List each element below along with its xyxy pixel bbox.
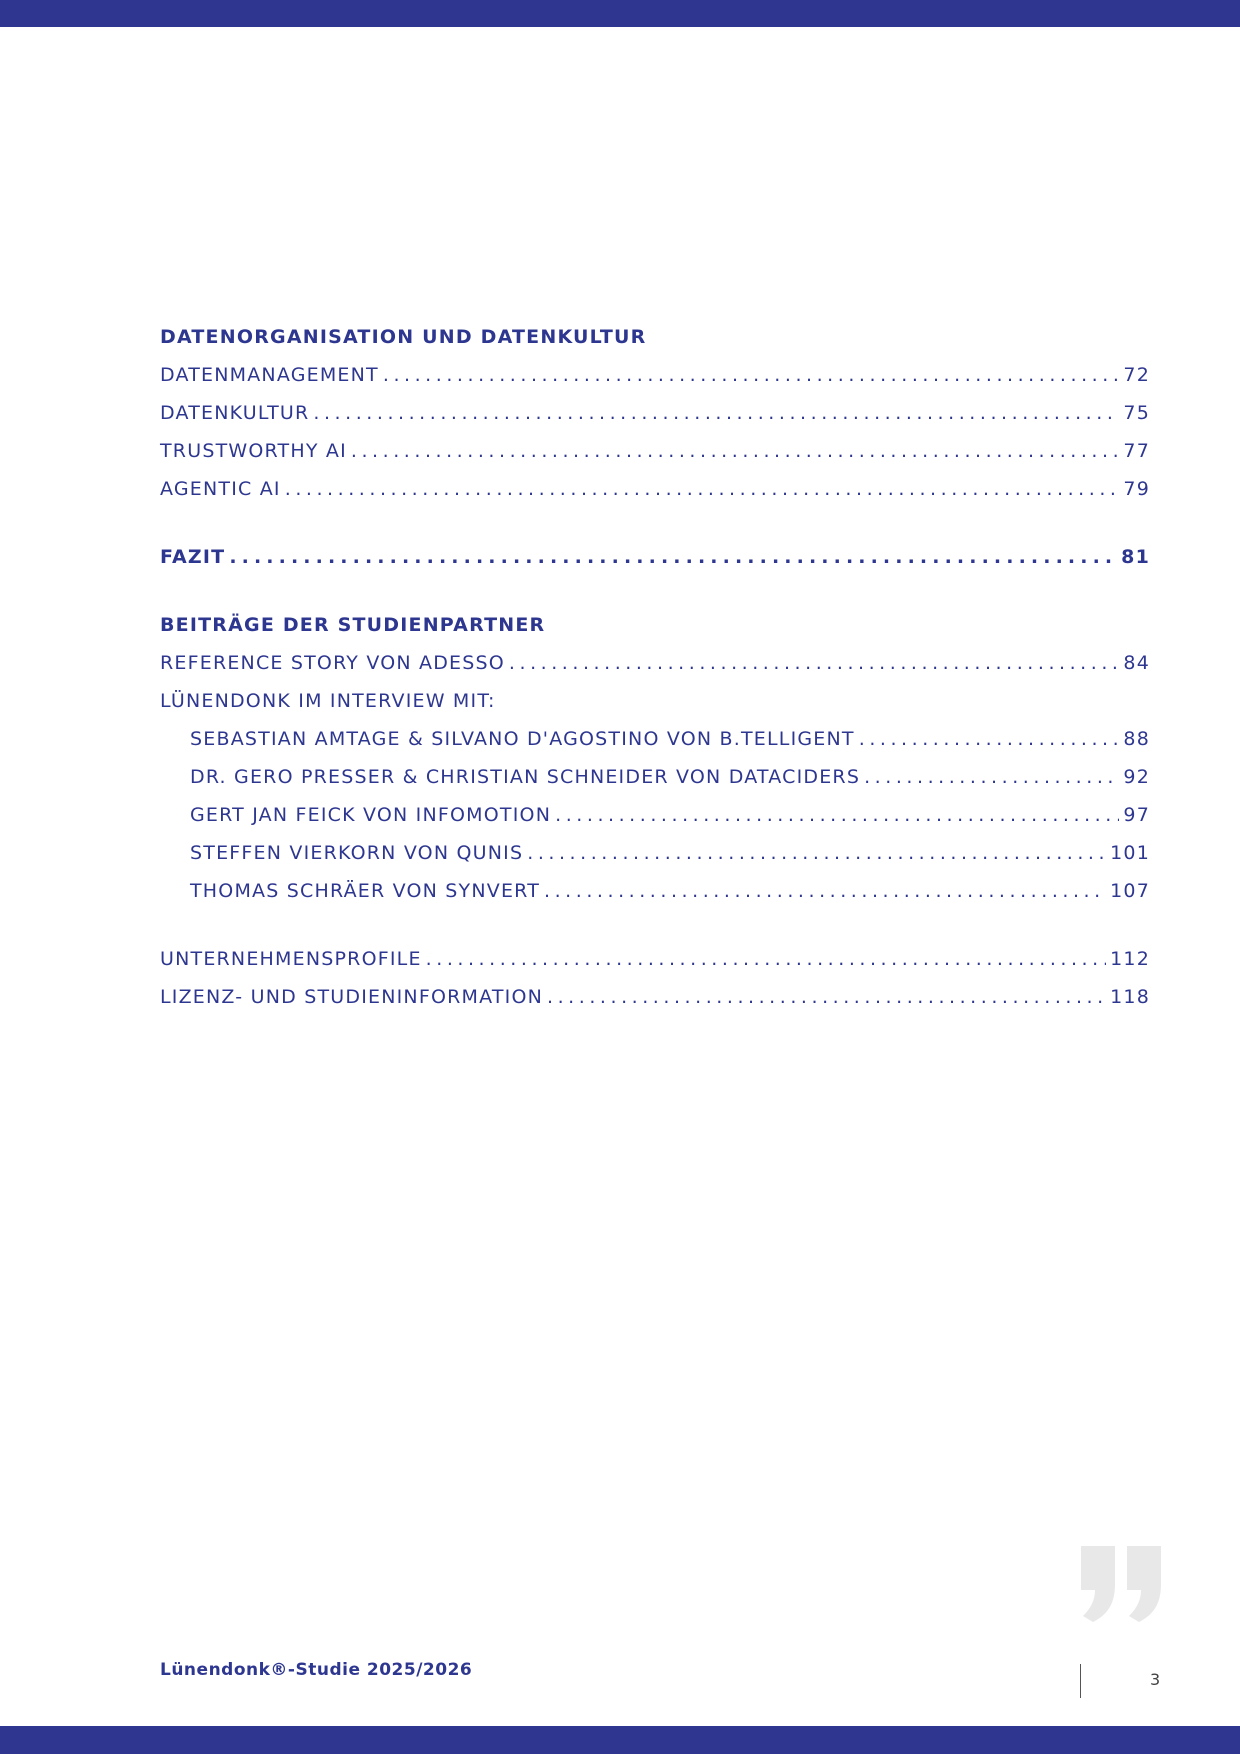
toc-entry-page: 118 bbox=[1110, 986, 1150, 1008]
toc-entry[interactable] bbox=[160, 720, 1150, 758]
toc-entry[interactable] bbox=[160, 644, 1150, 682]
dot-leader bbox=[547, 978, 1106, 1016]
toc-entry-label: STEFFEN VIERKORN VON QUNIS bbox=[190, 842, 524, 864]
section-heading bbox=[160, 606, 1150, 644]
section-heading-label: BEITRÄGE DER STUDIENPARTNER bbox=[160, 614, 546, 636]
toc-entry-page: 79 bbox=[1123, 478, 1150, 500]
footer-divider bbox=[1080, 1664, 1081, 1698]
dot-leader bbox=[426, 940, 1106, 978]
section-heading-label: DATENORGANISATION UND DATENKULTUR bbox=[160, 326, 647, 348]
toc-entry-label: AGENTIC AI bbox=[160, 478, 281, 500]
toc-entry-page: 112 bbox=[1110, 948, 1150, 970]
quote-mark-right bbox=[1127, 1546, 1161, 1622]
toc-entry-label: UNTERNEHMENSPROFILE bbox=[160, 948, 422, 970]
footer-title: Lünendonk®-Studie 2025/2026 bbox=[160, 1660, 473, 1680]
toc-entry[interactable] bbox=[160, 978, 1150, 1016]
dot-leader bbox=[313, 394, 1119, 432]
page-number: 3 bbox=[1150, 1670, 1161, 1689]
dot-leader bbox=[229, 538, 1117, 576]
toc-entry-label: TRUSTWORTHY AI bbox=[160, 440, 347, 462]
subsection-heading bbox=[160, 682, 1150, 720]
toc-entry-page: 84 bbox=[1123, 652, 1150, 674]
toc-entry[interactable] bbox=[160, 834, 1150, 872]
toc-entry-page: 97 bbox=[1123, 804, 1150, 826]
toc-entry-label: GERT JAN FEICK VON INFOMOTION bbox=[190, 804, 552, 826]
dot-leader bbox=[351, 432, 1120, 470]
toc-entry-label: FAZIT bbox=[160, 546, 226, 568]
dot-leader bbox=[285, 470, 1120, 508]
toc-entry[interactable] bbox=[160, 940, 1150, 978]
toc-entry-label: THOMAS SCHRÄER VON SYNVERT bbox=[190, 880, 541, 902]
toc-entry-label: DR. GERO PRESSER & CHRISTIAN SCHNEIDER VON DATACIDERS bbox=[190, 766, 861, 788]
dot-leader bbox=[544, 872, 1106, 910]
dot-leader bbox=[555, 796, 1119, 834]
toc-entry-page: 81 bbox=[1121, 546, 1150, 568]
toc-entry-label: REFERENCE STORY VON ADESSO bbox=[160, 652, 505, 674]
toc-entry-page: 75 bbox=[1123, 402, 1150, 424]
dot-leader bbox=[509, 644, 1120, 682]
subsection-heading-label: LÜNENDONK IM INTERVIEW MIT: bbox=[160, 690, 496, 712]
toc-entry-fazit[interactable] bbox=[160, 538, 1150, 576]
dot-leader bbox=[527, 834, 1106, 872]
toc-entry[interactable] bbox=[160, 872, 1150, 910]
section-heading bbox=[160, 318, 1150, 356]
toc-entry[interactable] bbox=[160, 394, 1150, 432]
quote-mark-left bbox=[1081, 1546, 1115, 1622]
dot-leader bbox=[859, 720, 1120, 758]
toc-entry-page: 88 bbox=[1123, 728, 1150, 750]
toc-entry-page: 92 bbox=[1123, 766, 1150, 788]
toc-entry-page: 77 bbox=[1123, 440, 1150, 462]
dot-leader bbox=[864, 758, 1119, 796]
toc-entry[interactable] bbox=[160, 758, 1150, 796]
bottom-brand-bar bbox=[0, 1726, 1240, 1754]
quote-mark-icon bbox=[1079, 1546, 1163, 1622]
toc-entry-label: SEBASTIAN AMTAGE & SILVANO D'AGOSTINO VON B.TELLIGENT bbox=[190, 728, 855, 750]
toc-entry[interactable] bbox=[160, 470, 1150, 508]
toc-entry[interactable] bbox=[160, 432, 1150, 470]
toc-entry-label: LIZENZ- UND STUDIENINFORMATION bbox=[160, 986, 544, 1008]
toc-entry[interactable] bbox=[160, 356, 1150, 394]
table-of-contents bbox=[160, 318, 1150, 1016]
toc-entry-page: 72 bbox=[1123, 364, 1150, 386]
toc-entry-label: DATENKULTUR bbox=[160, 402, 310, 424]
toc-entry-page: 101 bbox=[1110, 842, 1150, 864]
dot-leader bbox=[383, 356, 1120, 394]
toc-entry-page: 107 bbox=[1110, 880, 1150, 902]
top-brand-bar bbox=[0, 0, 1240, 27]
toc-entry[interactable] bbox=[160, 796, 1150, 834]
toc-entry-label: DATENMANAGEMENT bbox=[160, 364, 379, 386]
